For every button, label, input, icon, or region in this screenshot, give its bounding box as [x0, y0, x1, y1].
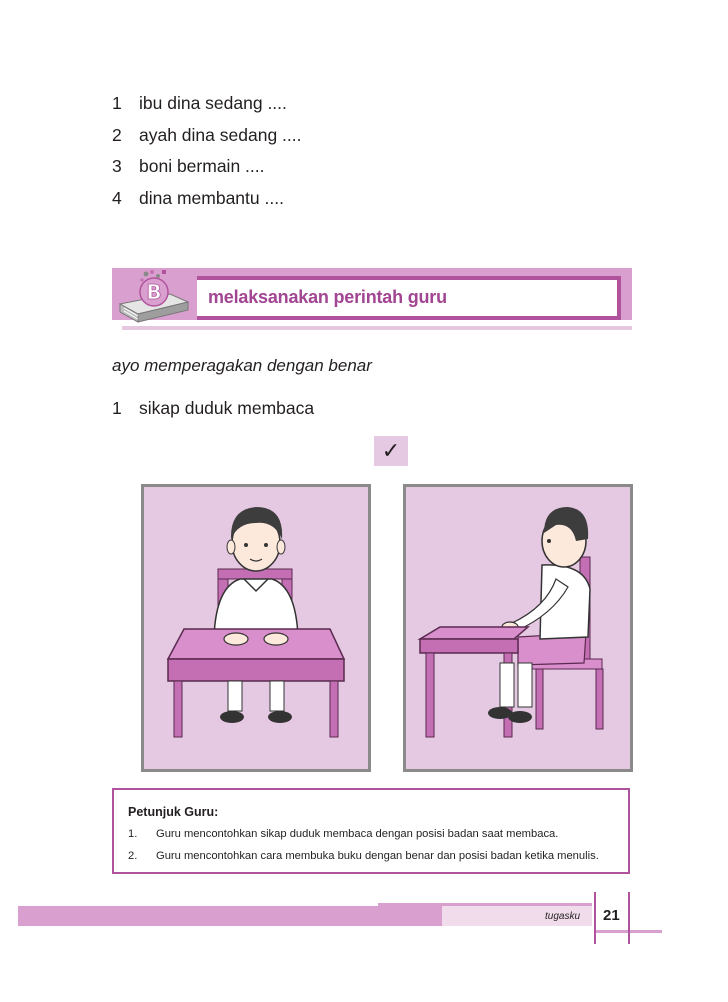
task-text: sikap duduk membaca — [139, 398, 315, 418]
question-text: dina membantu .... — [139, 187, 284, 208]
book-icon — [116, 268, 200, 330]
footer-book-label: tugasku — [545, 911, 581, 922]
task-item — [112, 398, 314, 419]
question-number: 4 — [112, 187, 122, 208]
correct-check-mark: ✓ — [374, 436, 408, 466]
teacher-note-title: Petunjuk Guru: — [128, 805, 219, 819]
question-item — [112, 183, 301, 215]
question-text: ayah dina sedang .... — [139, 124, 302, 145]
illustration-boy-side-view — [403, 484, 633, 772]
note-number: 1. — [128, 828, 138, 840]
question-text: boni bermain .... — [139, 156, 265, 176]
page-number: 21 — [603, 907, 620, 924]
teacher-note-item — [128, 850, 599, 862]
question-item — [112, 151, 301, 183]
footer-divider — [628, 892, 630, 944]
note-number: 2. — [128, 850, 138, 862]
question-text: ibu dina sedang .... — [139, 93, 287, 113]
intro-text: ayo memperagakan dengan benar — [112, 356, 372, 375]
question-number: 3 — [112, 156, 122, 176]
footer-divider — [594, 892, 596, 944]
question-number: 1 — [112, 93, 122, 113]
section-letter: B — [146, 280, 162, 304]
note-text: Guru mencontohkan cara membuka buku dengan benar dan posisi badan ketika menulis. — [156, 850, 599, 862]
teacher-note-box — [112, 788, 630, 874]
question-item — [112, 88, 301, 120]
illustration-boy-front-view — [141, 484, 371, 772]
footer-band — [18, 906, 442, 926]
section-banner — [112, 268, 632, 330]
section-title: melaksanakan perintah guru — [208, 287, 447, 307]
note-text: Guru mencontohkan sikap duduk membaca dengan posisi badan saat membaca. — [156, 828, 559, 840]
question-item — [112, 120, 301, 152]
question-number: 2 — [112, 124, 122, 145]
task-number: 1 — [112, 398, 122, 418]
boy-sitting-front-illustration — [144, 487, 368, 769]
teacher-note-item — [128, 828, 558, 840]
question-list — [112, 88, 301, 214]
boy-sitting-side-illustration — [406, 487, 630, 769]
